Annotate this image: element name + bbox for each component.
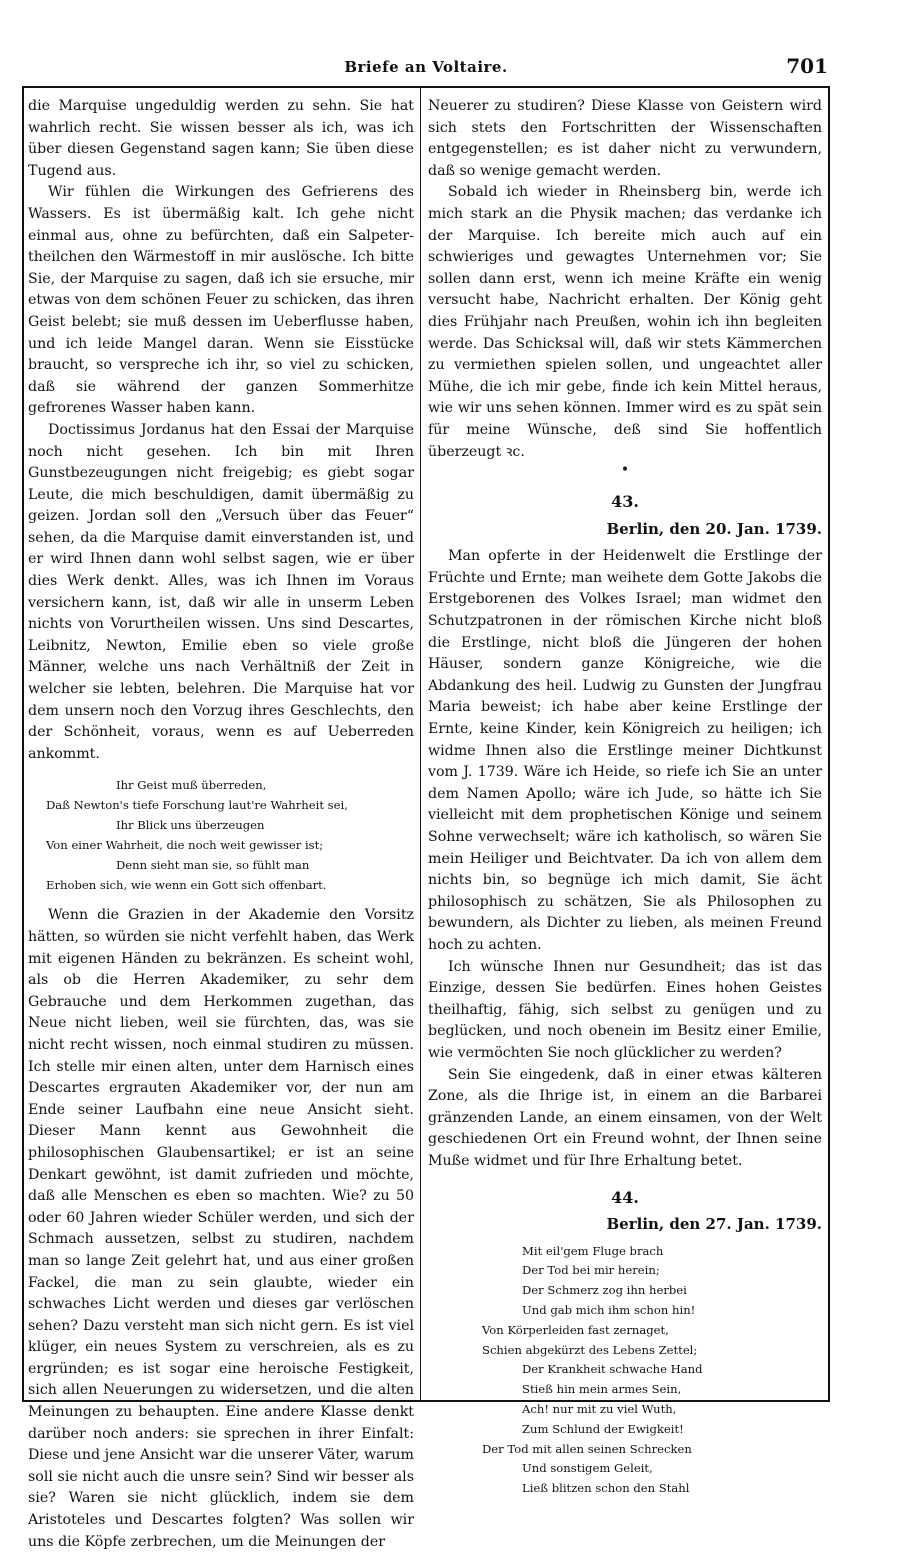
running-title: Briefe an Voltaire. xyxy=(344,58,508,76)
verse-line: Daß Newton's tiefe Forschung laut're Wahrheit sei, xyxy=(46,798,348,813)
paragraph: Sobald ich wieder in Rheinsberg bin, werde ich mich stark an die Physik machen; das verdanke ich der Marquise. Ich bereite mich auch auf ein schwieriges und gewagtes Unternehmen vor; Sie sollen dann erst, wenn ich meine Kräfte ein wenig versucht habe, Nachricht erhalten. Der König geht dies Frühjahr nach Preußen, wohin ich ihn begleiten werde. Das Schicksal will, daß wir stets Kämmerchen zu vermiethen spielen sollen, und ungeachtet aller Mühe, die ich mir gebe, finde ich kein Mittel heraus, wie wir uns sehen können. Immer wird es zu spät sein für meine Wünsche, deß sind Sie hoffentlich überzeugt ꝛc. xyxy=(428,184,822,460)
letter-dateline: Berlin, den 27. Jan. 1739. xyxy=(606,1215,822,1234)
verse-line: Von Körperleiden fast zernaget, xyxy=(482,1322,669,1337)
page-number: 701 xyxy=(786,54,828,78)
paragraph: Wir fühlen die Wirkungen des Gefrierens des Wassers. Es ist übermäßig kalt. Ich gehe nicht einmal aus, ohne zu befürchten, daß ein Salpeter-theilchen den Wärmestoff in mir auslösche. Ich bitte Sie, der Marquise zu sagen, daß ich sie ersuche, mir etwas von dem schönen Feuer zu schicken, das ihren Geist belebt; sie muß dessen im Ueberflusse haben, und ich leide Mangel daran. Wenn sie Eisstücke braucht, so verspreche ich ihr, so viel zu schicken, daß sie während der ganzen Sommerhitze gefrorenes Wasser haben kann. xyxy=(28,184,414,417)
separator-dot: • xyxy=(620,462,630,479)
paragraph: Doctissimus Jordanus hat den Essai der Marquise noch nicht gesehen. Ich bin mit Ihren Gunstbezeugungen nicht freigebig; es giebt sogar Leute, die mich beschuldigen, damit übermäßig zu geizen. Jordan soll den „Versuch über das Feuer“ sehen, da die Marquise damit einverstanden ist, und er wird Ihnen dann wohl selbst sagen, wie er über dies Werk denkt. Alles, was ich Ihnen im Voraus versichern kann, ist, daß wir alle in unserm Leben nichts von Vorurtheilen wissen. Uns sind Descartes, Leibnitz, Newton, Emilie eben so viele große Männer, welche uns nach Verhältniß der Zeit in welcher sie lebten, belehren. Die Marquise hat vor dem unsern noch den Vorzug ihres Geschlechts, den der Schönheit, voraus, wenn es auf Ueberreden ankommt. xyxy=(28,421,414,762)
verse-block xyxy=(482,1242,822,1499)
page-header xyxy=(22,52,830,82)
verse-line: Der Schmerz zog ihn herbei xyxy=(522,1283,687,1298)
verse-line: Ihr Blick uns überzeugen xyxy=(116,818,265,833)
frame-rule-right xyxy=(828,86,830,1400)
verse-line: Denn sieht man sie, so fühlt man xyxy=(116,858,310,873)
paragraph: Ich wünsche Ihnen nur Gesundheit; das ist das Einzige, dessen Sie bedürfen. Eines hohen Geistes theilhaftig, fähig, sich selbst zu genügen und zu beglücken, und noch obenein im Besitz einer Emilie, wie vermöchten Sie noch glücklicher zu werden? xyxy=(428,958,822,1061)
letter-dateline: Berlin, den 20. Jan. 1739. xyxy=(606,519,822,538)
paragraph: Wenn die Grazien in der Akademie den Vorsitz hätten, so würden sie nicht verfehlt haben, das Werk mit eigenen Händen zu bekränzen. Es scheint wohl, als ob die Herren Akademiker, zu sehr dem Gebrauche und dem Herkommen zugethan, das Neue nicht lieben, weil sie fürchten, das, was sie nicht recht wissen, noch einmal studiren zu müssen. Ich stelle mir einen alten, unter dem Harnisch eines Descartes ergrauten Akademiker vor, der nun am Ende seiner Laufbahn eine neue Ansicht sieht. Dieser Mann kennt aus Gewohnheit die philosophischen Glaubensartikel; er ist an seine Denkart gewöhnt, ist damit zufrieden und möchte, daß alle Menschen es eben so machten. Wie? zu 50 oder 60 Jahren wieder Schüler werden, und sich der Schmach aussetzen, selbst zu studiren, nachdem man so lange Zeit gelehrt hat, und aus einer großen Fackel, die man zu sein glaubte, wieder ein schwaches Licht werden und dieses gar verlöschen sehen? Dazu versteht man sich nicht gern. Es ist viel klüger, ein neues System zu verschreien, als es zu ergründen; es ist sogar eine heroische Festigkeit, sich allen Neuerungen zu widersetzen, und die alten Meinungen zu behaupten. Eine andere Klasse denkt darüber noch anders: sie sprechen in ihrer Einfalt: Diese und jene Ansicht war die unserer Väter, warum soll sie nicht auch die unsre sein? Sind wir besser als sie? Waren sie nicht glücklich, indem sie dem Aristoteles und Descartes folgten? Was sollen wir uns die Köpfe zerbrechen, um die Meinungen der xyxy=(28,907,414,1550)
verse-line: Schien abgekürzt des Lebens Zettel; xyxy=(482,1342,698,1357)
verse-line: Der Tod mit allen seinen Schrecken xyxy=(482,1441,692,1456)
verse-line: Und gab mich ihm schon hin! xyxy=(522,1303,696,1318)
column-divider xyxy=(420,86,421,1400)
right-column xyxy=(428,96,822,1496)
verse-line: Ließ blitzen schon den Stahl xyxy=(522,1481,690,1496)
verse-line: Stieß hin mein armes Sein, xyxy=(522,1382,682,1397)
letter-number: 43. xyxy=(611,492,639,512)
letter-number: 44. xyxy=(611,1187,639,1207)
verse-line: Der Krankheit schwache Hand xyxy=(522,1362,703,1377)
paragraph: Sein Sie eingedenk, daß in einer etwas kälteren Zone, als die Ihrige ist, in einem an die Barbarei gränzenden Lande, an einem einsamen, von der Welt geschiedenen Ort ein Freund wohnt, der Ihnen seine Muße widmet und für Ihre Erhaltung betet. xyxy=(428,1066,822,1169)
paragraph: Man opferte in der Heidenwelt die Erstlinge der Früchte und Ernte; man weihete dem Gotte Jakobs die Erstgeborenen des Volkes Israel; man widmet den Schutzpatronen in der römischen Kirche nicht bloß die Erstlinge, nicht bloß die Jüngeren der hohen Häuser, sondern ganze Königreiche, wie die Abdankung des heil. Ludwig zu Gunsten der Jungfrau Maria beweist; ich habe aber keine Erstlinge der Ernte, keine Kinder, kein Königreich zu heiligen; ich widme Ihnen also die Erstlinge meiner Dichtkunst vom J. 1739. Wäre ich Heide, so riefe ich Sie an unter dem Namen Apollo; wäre ich Jude, so hätte ich Sie vielleicht mit dem prophetischen Könige und seinem Sohne verwechselt; wäre ich katholisch, so wären Sie mein Heiliger und Beichtvater. Da ich von allem dem nichts bin, so begnüge ich mich damit, Sie ächt philosophisch zu schätzen, Sie als Philosophen zu bewundern, als Dichter zu lieben, als meinen Freund hoch zu achten. xyxy=(428,548,822,953)
verse-line: Von einer Wahrheit, die noch weit gewisser ist; xyxy=(46,838,324,853)
verse-line: Ach! nur mit zu viel Wuth, xyxy=(522,1402,677,1417)
verse-line: Der Tod bei mir herein; xyxy=(522,1263,660,1278)
paragraph: die Marquise ungeduldig werden zu sehn. Sie hat wahrlich recht. Sie wissen besser als ich, was ich über diesen Gegenstand sagen kann; Sie üben diese Tugend aus. xyxy=(28,98,414,179)
frame-rule-top xyxy=(22,86,830,88)
verse-block xyxy=(46,775,414,895)
verse-line: Erhoben sich, wie wenn ein Gott sich offenbart. xyxy=(46,878,327,893)
verse-line: Zum Schlund der Ewigkeit! xyxy=(522,1421,684,1436)
verse-line: Mit eil'gem Fluge brach xyxy=(522,1243,664,1258)
left-column xyxy=(28,96,414,1550)
paragraph: Neuerer zu studiren? Diese Klasse von Geistern wird sich stets den Fortschritten der Wissenschaften entgegenstellen; es ist daher nicht zu verwundern, daß so wenige gemacht werden. xyxy=(428,98,822,179)
frame-rule-left xyxy=(22,86,24,1400)
verse-line: Und sonstigem Geleit, xyxy=(522,1461,653,1476)
verse-line: Ihr Geist muß überreden, xyxy=(116,778,267,793)
